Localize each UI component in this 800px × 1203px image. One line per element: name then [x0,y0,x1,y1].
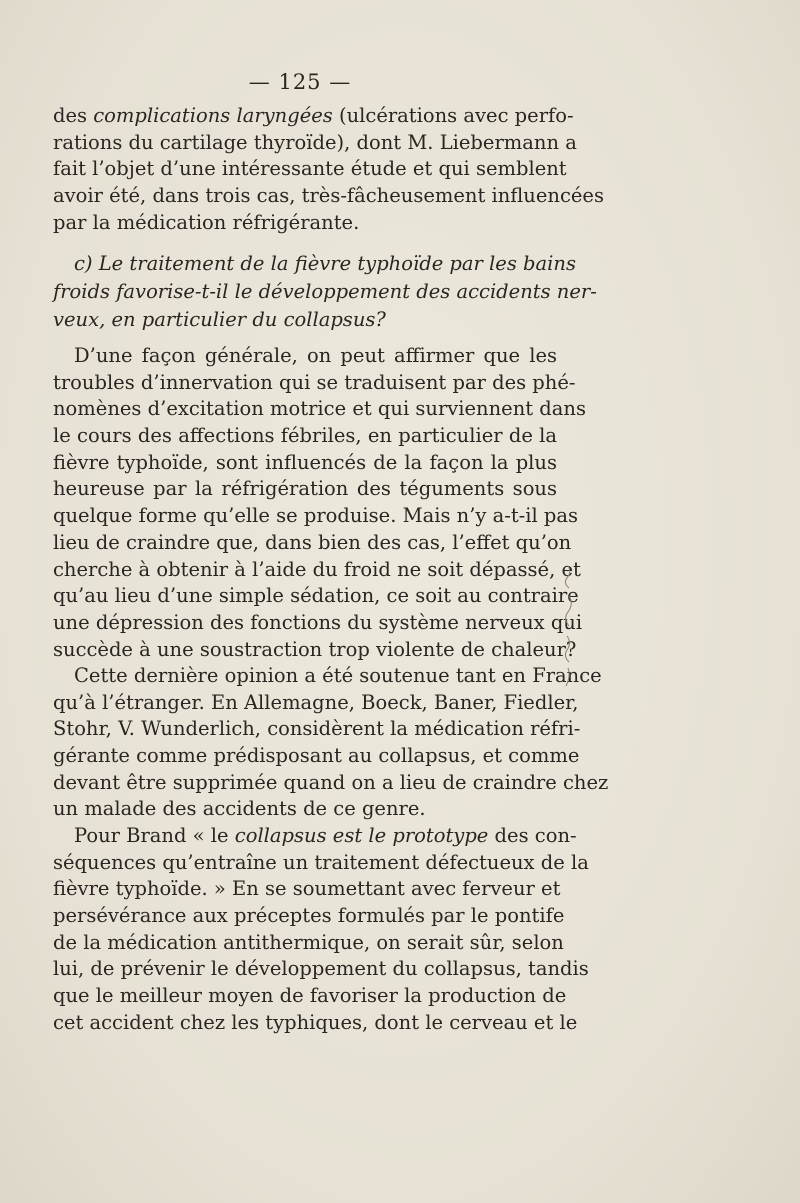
text-line: D’une façon générale, on peut affirmer que les [74,344,557,367]
text-line: persévérance aux préceptes formulés par le pontife [53,904,565,928]
text-line: avoir été, dans trois cas, très-fâcheusement influencées [53,184,604,208]
text-line: qu’au lieu d’une simple sédation, ce soit au contraire [53,584,579,608]
text-line: fièvre typhoïde. » En se soumettant avec ferveur et [53,877,561,901]
text-line: lieu de craindre que, dans bien des cas, l’effet qu’on [53,530,572,554]
heading-line: froids favorise-t-il le développement des accidents ner- [53,280,597,303]
text-line: lui, de prévenir le développement du collapsus, tandis [53,957,589,981]
text-line: par la médication réfrigérante. [53,210,360,234]
text-line: devant être supprimée quand on a lieu de craindre chez [53,770,609,794]
text-line: quelque forme qu’elle se produise. Mais n’y a-t-il pas [53,504,579,528]
text-line: Pour Brand « le collapsus est le prototype des con- [74,824,577,847]
text-line: gérante comme prédisposant au collapsus, et comme [53,744,580,768]
text-line: Stohr, V. Wunderlich, considèrent la médication réfri- [53,717,581,741]
section-heading [53,250,597,334]
text-line: fièvre typhoïde, sont influencés de la façon la plus [53,450,557,474]
text-line: séquences qu’entraîne un traitement défectueux de la [53,850,589,874]
text-line: heureuse par la réfrigération des téguments sous [53,477,557,501]
text-line: que le meilleur moyen de favoriser la production de [53,984,567,1008]
paragraph-brand [53,823,589,1037]
text-line: qu’à l’étranger. En Allemagne, Boeck, Baner, Fiedler, [53,690,579,714]
text-line: un malade des accidents de ce genre. [53,797,426,821]
margin-pencil-marks [560,560,578,690]
text-line: de la médication antithermique, on serait sûr, selon [53,930,564,954]
paragraph-complications [53,103,604,236]
text-line: nomènes d’excitation motrice et qui surviennent dans [53,397,586,421]
page-number: — 125 — [248,70,352,94]
text-line: Cette dernière opinion a été soutenue tant en France [74,664,602,687]
text-line: fait l’objet d’une intéressante étude et qui semblent [53,157,567,181]
text-line: succède à une soustraction trop violente de chaleur? [53,637,577,661]
text-line: cet accident chez les typhiques, dont le cerveau et le [53,1010,578,1034]
text-line: des complications laryngées (ulcérations avec perfo- [53,104,574,127]
text-line: une dépression des fonctions du système nerveux qui [53,610,583,634]
text-line: cherche à obtenir à l’aide du froid ne soit dépassé, et [53,557,581,581]
heading-line: c) Le traitement de la fièvre typhoïde par les bains [74,252,576,275]
paragraph-innervation [53,343,586,663]
text-line: rations du cartilage thyroïde), dont M. Liebermann a [53,130,577,154]
heading-line: veux, en particulier du collapsus? [53,308,386,331]
paragraph-opinion [53,663,609,823]
text-line: le cours des affections fébriles, en particulier de la [53,424,557,448]
text-line: troubles d’innervation qui se traduisent par des phé- [53,370,576,394]
